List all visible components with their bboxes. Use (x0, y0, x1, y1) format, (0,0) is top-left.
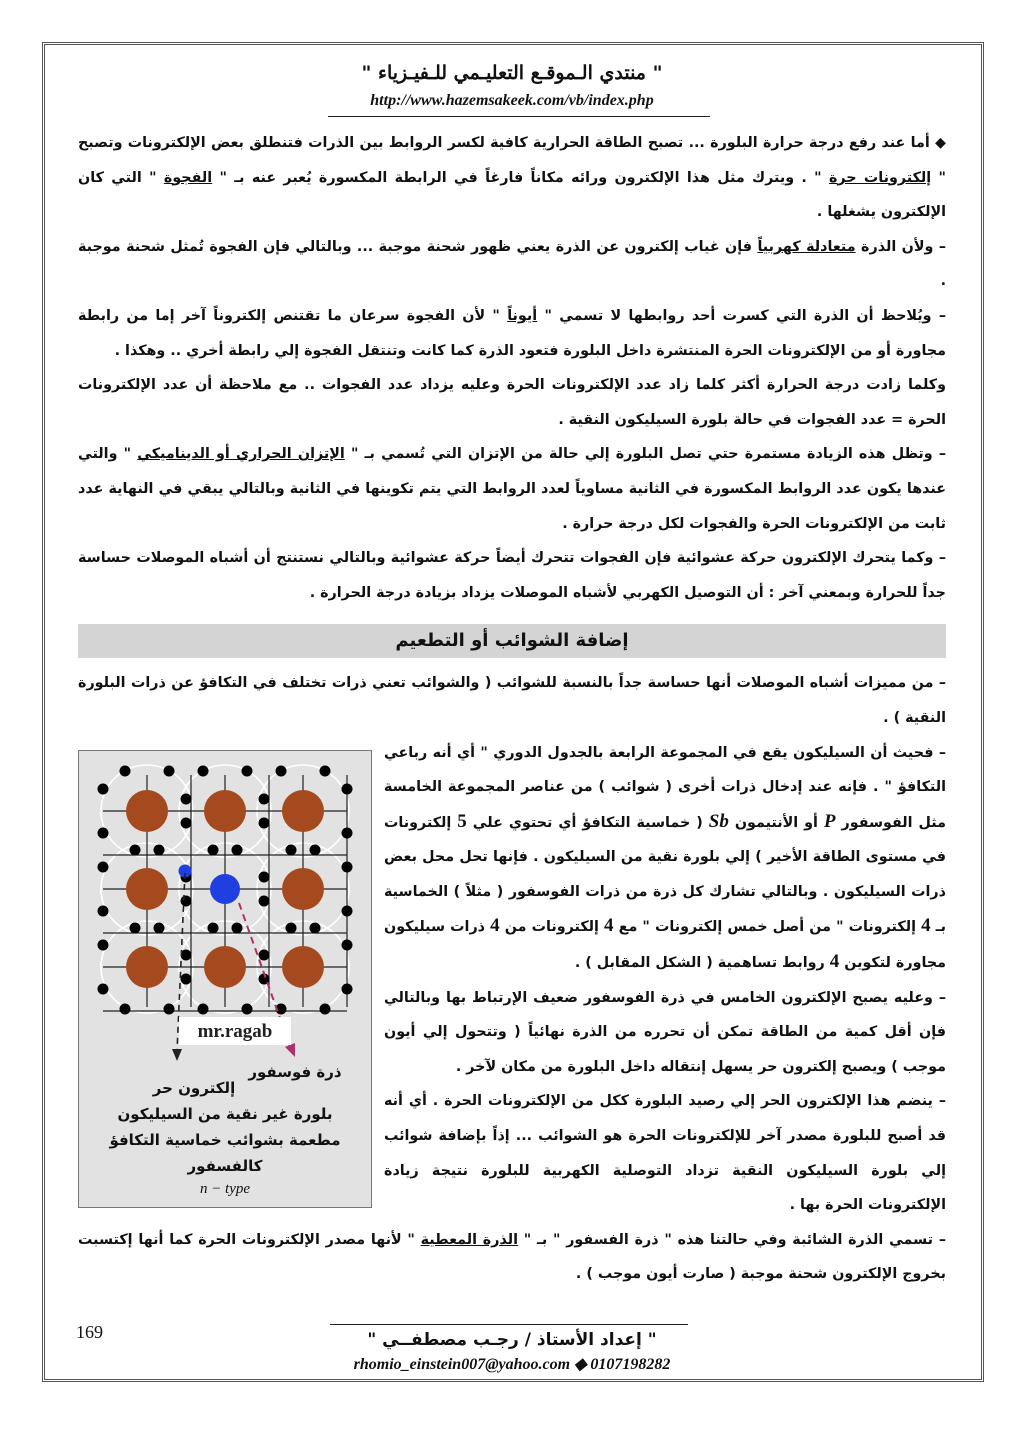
page-number: 169 (76, 1322, 103, 1342)
term-ion: أيوناً (507, 307, 538, 324)
silicon-atom (282, 946, 324, 988)
bond-electron (98, 783, 109, 794)
bond-electron (232, 922, 243, 933)
text-run: إلكترونات من (499, 919, 605, 936)
term-hole: الفجوة (163, 169, 213, 186)
caption-line-1: بلورة غير نقية من السيليكون (117, 1104, 333, 1123)
bond-electron (342, 783, 353, 794)
bond-electron (181, 895, 192, 906)
paragraph-fifth-electron: – وعليه يصبح الإلكترون الخامس في ذرة الفوسفور ضعيف الإرتباط بها وبالتالي فإن أقل كمية من الطاقة تمكن أن تحرره من الذرة نهائياً ( وتتحول إلي أيون موجب ) ويصبح إلكترون حر يسهل إنتقاله داخل البلورة من مكان لآخر . (384, 989, 946, 1075)
label-free-electron: إلكترون حر (152, 1078, 236, 1097)
number: 4 (490, 915, 500, 937)
paragraph-equilibrium (78, 437, 946, 541)
silicon-atom (126, 946, 168, 988)
bond-electron (259, 895, 270, 906)
bond-electron (310, 922, 321, 933)
number: 5 (457, 810, 467, 832)
phosphorus-arrowhead (285, 1043, 295, 1057)
forum-title: " منتدي الـموقـع التعليـمي للـفيـزياء " (361, 62, 663, 84)
bond-electron (276, 765, 287, 776)
text-run: " لأن الفجوة سرعان ما تقتنص إلكتروناً آخر إما من رابطة مجاورة أو من الإلكترونات الحرة المنتشرة داخل البلورة فتعود الذرة كما كانت وتنتقل الفجوة إلي رابطة أخري .. وهكذا . (78, 307, 946, 359)
bond-electron (342, 983, 353, 994)
bond-electron (342, 827, 353, 838)
author-contact: rhomio_einstein007@yahoo.com ◆ 0107198282 (353, 1356, 671, 1373)
bond-electron (98, 827, 109, 838)
silicon-atom (282, 790, 324, 832)
silicon-atom (282, 868, 324, 910)
bond-electron (208, 844, 219, 855)
text-run: – ويُلاحظ أن الذرة التي كسرت أحد روابطها لا تسمي " (537, 307, 946, 324)
bond-electron (342, 861, 353, 872)
paragraph-temperature: وكلما زادت درجة الحرارة أكثر كلما زاد عدد الإلكترونات الحرة وعليه يزداد عدد الفجوات .. مع ملاحظة أن عدد الإلكترونات الحرة = عدد الفجوات في حالة بلورة السيليكون النقية . (78, 377, 946, 428)
text-run: ( خماسية التكافؤ أي تحتوي علي (466, 814, 709, 831)
bond-electron (259, 871, 270, 882)
term-neutral: متعادلة كهربياً (757, 238, 856, 255)
section-heading-doping: إضافة الشوائب أو التطعيم (78, 624, 946, 658)
watermark-text: mr.ragab (197, 1020, 273, 1042)
bond-electron (164, 765, 175, 776)
term-free-electrons: إلكترونات حرة (828, 169, 932, 186)
bond-electron (342, 905, 353, 916)
bond-electron (198, 765, 209, 776)
term-donor-atom: الذرة المعطية (420, 1231, 518, 1248)
text-run: ذرات سيليكون مجاورة لتكوين (384, 919, 946, 972)
paragraph-hole-positive (78, 230, 946, 299)
bond-electron (286, 922, 297, 933)
paragraph-conductivity: – ينضم هذا الإلكترون الحر إلي رصيد البلورة ككل من الإلكترونات الحرة . أي أنه قد أصبح للبلورة مصدر آخر للإلكترونات الحرة هو الشوائب ... إذاً بإضافة شوائب إلي بلورة السيليكون النقية تزداد التوصلية الكهربية للبلورة نتيجة زيادة الإلكترونات الحرة بها . (384, 1093, 946, 1214)
article-body (78, 126, 946, 1292)
paragraph-donor-atom (78, 1223, 946, 1292)
bond-electron (181, 973, 192, 984)
bond-electron (98, 905, 109, 916)
bond-electron (98, 939, 109, 950)
bond-electron (198, 1003, 209, 1014)
paragraph-not-ion (78, 299, 946, 368)
bond-electron (98, 983, 109, 994)
bond-electron (181, 817, 192, 828)
bond-electron (232, 844, 243, 855)
text-run: " التي كان الإلكترون يشغلها . (78, 169, 946, 221)
silicon-atom (204, 790, 246, 832)
bond-electron (320, 765, 331, 776)
header-divider (328, 116, 710, 117)
text-run: " . ويترك مثل هذا الإلكترون ورائه مكاناً فارغاً في الرابطة المكسورة يُعبر عنه بـ " (212, 169, 829, 186)
number: 4 (921, 915, 931, 937)
number: 4 (604, 915, 614, 937)
symbol-phosphorus: P (823, 810, 836, 832)
text-run: – ولأن الذرة (855, 238, 947, 255)
number: 4 (829, 951, 840, 973)
text-run: " والتي عندها يكون عدد الروابط المكسورة في الثانية مساوياً لعدد الروابط التي يتم تكوينها في الثانية وبالتالي يبقي في النهاية عدد ثابت من الإلكترونات الحرة والفجوات لكل درجة حرارة . (78, 446, 946, 532)
symbol-antimony: Sb (708, 810, 729, 832)
author-credit: " إعداد الأستاذ / رجـب مصطفــي " (367, 1330, 657, 1350)
bond-electron (130, 844, 141, 855)
bond-electron (181, 793, 192, 804)
text-run: روابط تساهمية ( الشكل المقابل ) . (574, 955, 830, 972)
silicon-atom (126, 790, 168, 832)
text-run: ◆ أما عند رفع درجة حرارة البلورة ... تصبح الطاقة الحرارية كافية لكسر الروابط بين الذرات فتنطلق بعض الإلكترونات وتصبح " (78, 135, 946, 186)
paragraph-impurities: – من مميزات أشباه الموصلات أنها حساسة جداً بالنسبة للشوائب ( والشوائب تعني ذرات تختلف في التكافؤ عن ذرات البلورة النقية ) . (78, 675, 946, 726)
text-run: " لأنها مصدر الإلكترونات الحرة كما أنها إكتسبت بخروج الإلكترون شحنة موجبة ( صارت أيون موجب ) . (78, 1231, 946, 1283)
caption-line-2: مطعمة بشوائب خماسية التكافؤ (109, 1130, 341, 1149)
text-run: – تسمي الذرة الشائبة وفي حالتنا هذه " ذرة الفسفور " بـ " (517, 1231, 946, 1248)
silicon-atom (126, 868, 168, 910)
caption-line-3: كالفسفور (187, 1156, 263, 1175)
free-electron-arrowhead (172, 1049, 182, 1061)
text-run: إلكترونات " من أصل خمس إلكترونات " مع (613, 919, 922, 936)
paragraph-heat-breaks-bonds (78, 126, 946, 230)
caption-type: n − type (199, 1180, 251, 1197)
bond-electron (154, 844, 165, 855)
bond-electron (259, 793, 270, 804)
text-run: أو الأنتيمون (728, 814, 824, 831)
bond-electron (242, 1003, 253, 1014)
bond-electron (320, 1003, 331, 1014)
bond-electron (208, 922, 219, 933)
bond-electron (310, 844, 321, 855)
bond-electron (259, 817, 270, 828)
text-run: فإن غياب إلكترون عن الذرة يعني ظهور شحنة موجبة ... وبالتالي فإن الفجوة تُمثل شحنة موجبة . (78, 238, 946, 290)
text-run: – فحيث أن السيليكون يقع في المجموعة الرابعة بالجدول الدوري " أي أنه رباعي التكافؤ " . فإنه عند إدخال ذرات أخرى ( شوائب ) من عناصر المجموعة الخامسة مثل الفوسفور (384, 744, 946, 831)
term-equilibrium: الإتزان الحراري أو الديناميكي (137, 446, 345, 463)
bond-electron (154, 922, 165, 933)
bond-electron (286, 844, 297, 855)
bond-electron (120, 1003, 131, 1014)
label-phosphorus-atom: ذرة فوسفور (248, 1062, 342, 1081)
phosphorus-atom (210, 874, 240, 904)
bond-electron (259, 949, 270, 960)
bond-electron (342, 939, 353, 950)
text-run: – وتظل هذه الزيادة مستمرة حتي تصل البلورة إلي حالة من الإتزان التي تُسمي بـ " (344, 446, 946, 463)
footer-divider (330, 1324, 688, 1325)
silicon-atom (204, 946, 246, 988)
text-run: إلكترونات في مستوى الطاقة الأخير ) إلي بلورة نقية من السيليكون . فإنها تحل محل بعض ذرات السيليكون . وبالتالي تشارك كل ذرة من ذرات الفوسفور ( مثلاً ) الخماسية بـ (384, 814, 946, 936)
bond-electron (242, 765, 253, 776)
crystal-diagram (78, 750, 372, 1208)
bond-electron (120, 765, 131, 776)
forum-url[interactable]: http://www.hazemsakeek.com/vb/index.php (370, 92, 654, 109)
bond-electron (130, 922, 141, 933)
bond-electron (164, 1003, 175, 1014)
bond-electron (98, 861, 109, 872)
paragraph-random-motion: – وكما يتحرك الإلكترون حركة عشوائية فإن الفجوات تتحرك أيضاً حركة عشوائية وبالتالي نستنتج أن أشباه الموصلات حساسة جداً للحرارة وبمعني آخر : أن التوصيل الكهربي لأشباه الموصلات يزداد بزيادة درجة الحرارة . (78, 550, 946, 601)
